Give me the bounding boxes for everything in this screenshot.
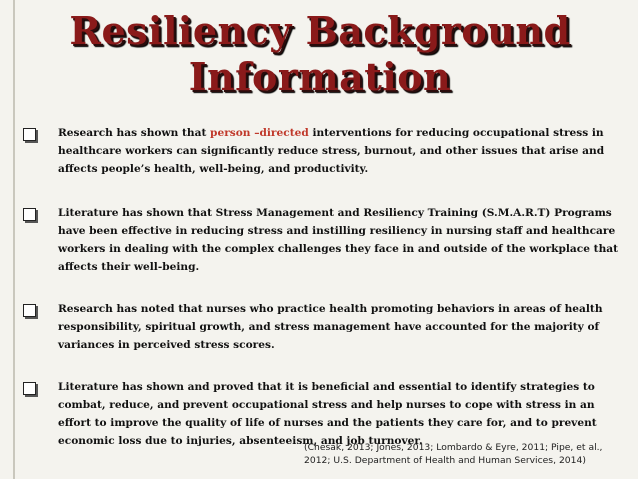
title-line-2: Information [188, 54, 452, 99]
citation: (Chesak, 2013; Jones, 2013; Lombardo & Eyre, 2011; Pipe, et al., 2012; U.S. Department of Health and Human Services, 2014) [304, 442, 603, 466]
bullet-text: Literature has shown and proved that it is beneficial and essential to identify strategies to combat, reduce, and prevent occupational stress and help nurses to cope with stress in an effort to improve the quality of life of nurses and the patients they care for, and to prevent economic loss due to injuries, absenteeism, and job turnover. [58, 381, 597, 447]
bullet-text [58, 124, 624, 178]
bullet-text-post: interventions for reducing occupational stress in healthcare workers can significantly reduce stress, burnout, and other issues that arise and affects people’s health, well-being, and productivity. [58, 127, 605, 175]
checkbox-bullet-icon [23, 208, 36, 221]
bullet-text: Literature has shown that Stress Management and Resiliency Training (S.M.A.R.T) Programs have been effective in reducing stress and instilling resiliency in nursing staff and healthcare workers in dealing with the complex challenges they face in and outside of the workplace that affects their well-being. [58, 207, 619, 273]
highlighted-phrase: person –directed [210, 127, 309, 139]
title-line-1: Resiliency Background [69, 8, 571, 53]
checkbox-bullet-icon [23, 304, 36, 317]
bullet-text-pre: Research has shown that [58, 127, 211, 139]
slide-title [40, 8, 600, 100]
bullet-text: Research has noted that nurses who practice health promoting behaviors in areas of health responsibility, spiritual growth, and stress management have accounted for the majority of variances in perceived stress scores. [58, 303, 603, 351]
checkbox-bullet-icon [23, 382, 36, 395]
left-border-rule [13, 0, 15, 479]
checkbox-bullet-icon [23, 128, 36, 141]
